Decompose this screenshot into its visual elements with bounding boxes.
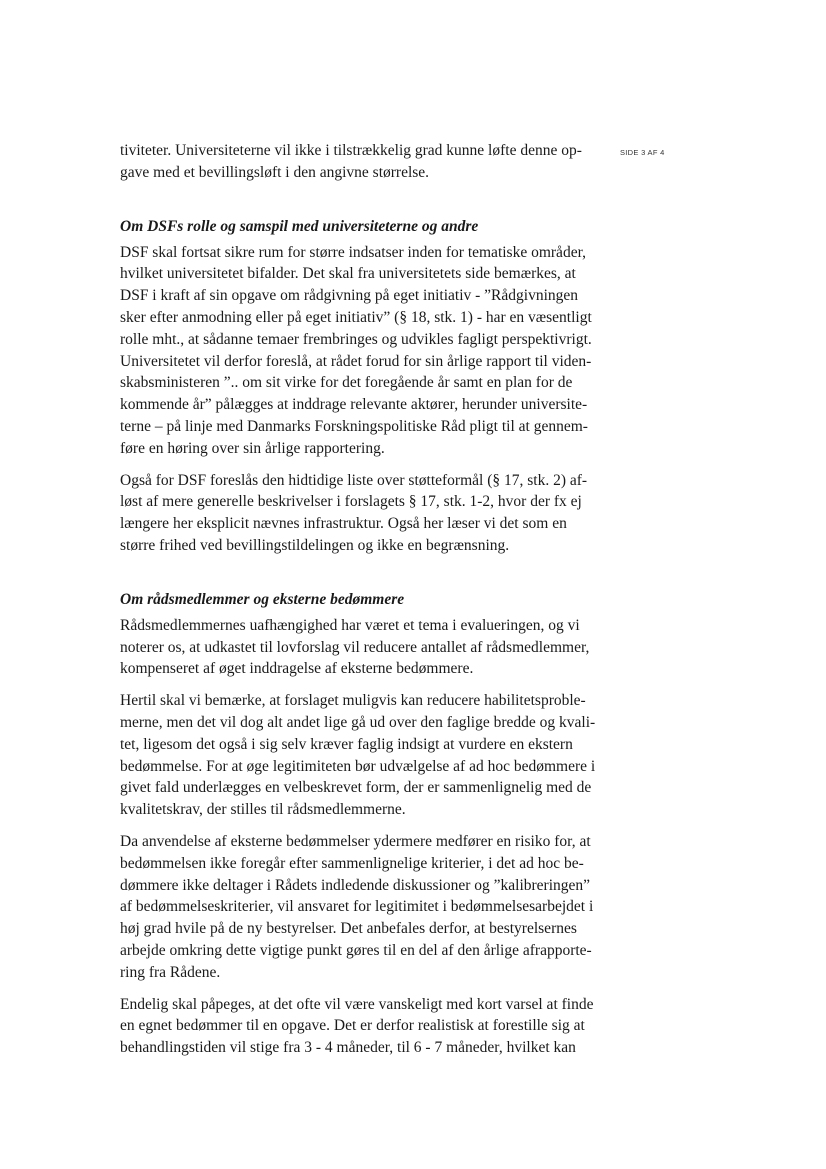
text-line: tet, ligesom det også i sig selv kræver faglig indsigt at vurdere en ekstern: [120, 735, 573, 753]
text-line: længere her eksplicit nævnes infrastruktur. Også her læser vi det som en: [120, 515, 567, 533]
paragraph: [120, 994, 594, 1059]
text-line: løst af mere generelle beskrivelser i forslagets § 17, stk. 1-2, hvor der fx ej: [120, 493, 582, 511]
text-line: Rådsmedlemmernes uafhængighed har været et tema i evalueringen, og vi: [120, 616, 580, 634]
text-line: større frihed ved bevillingstildelingen og ikke en begrænsning.: [120, 536, 510, 554]
page-number-label: SIDE 3 AF 4: [620, 148, 665, 157]
text-line: Universitetet vil derfor foreslå, at rådet forud for sin årlige rapport til viden-: [120, 352, 592, 370]
text-line: DSF skal fortsat sikre rum for større indsatser inden for tematiske områder,: [120, 243, 586, 261]
text-line: skabsministeren ”.. om sit virke for det foregående år samt en plan for de: [120, 374, 573, 392]
text-line: kompenseret af øget inddragelse af eksterne bedømmere.: [120, 660, 474, 678]
text-line: sker efter anmodning eller på eget initiativ” (§ 18, stk. 1) - har en væsentligt: [120, 308, 592, 326]
text-line: arbejde omkring dette vigtige punkt gøres til en del af den årlige afrapporte-: [120, 941, 592, 959]
paragraph: [120, 470, 588, 557]
paragraph: [120, 615, 590, 680]
intro-paragraph: [120, 140, 582, 184]
text-line: gave med et bevillingsløft i den angivne størrelse.: [120, 163, 430, 181]
text-line: bedømmelse. For at øge legitimiteten bør udvælgelse af ad hoc bedømmere i: [120, 757, 596, 775]
text-line: givet fald underlægges en velbeskrevet form, der er sammenlignelig med de: [120, 779, 592, 797]
text-line: høj grad hvile på de ny bestyrelser. Det anbefales derfor, at bestyrelsernes: [120, 920, 577, 938]
text-line: bedømmelsen ikke foregår efter sammenlignelige kriterier, i det ad hoc be-: [120, 854, 584, 872]
text-line: ring fra Rådene.: [120, 963, 221, 981]
text-line: noterer os, at udkastet til lovforslag vil reducere antallet af rådsmedlemmer,: [120, 638, 590, 656]
text-line: hvilket universitetet bifalder. Det skal fra universitetets side bemærkes, at: [120, 265, 576, 283]
text-line: kvalitetskrav, der stilles til rådsmedlemmerne.: [120, 801, 406, 819]
document-body: [120, 140, 596, 1059]
paragraph: [120, 690, 596, 821]
text-line: kommende år” pålægges at inddrage relevante aktører, herunder universite-: [120, 396, 588, 414]
text-line: af bedømmelseskriterier, vil ansvaret for legitimitet i bedømmelsesarbejdet i: [120, 898, 594, 916]
text-line: føre en høring over sin årlige rapportering.: [120, 439, 385, 457]
text-line: Endelig skal påpeges, at det ofte vil være vanskeligt med kort varsel at finde: [120, 995, 594, 1013]
text-line: behandlingstiden vil stige fra 3 - 4 måneder, til 6 - 7 måneder, hvilket kan: [120, 1039, 576, 1057]
section-heading-council-members: Om rådsmedlemmer og eksterne bedømmere: [120, 590, 405, 608]
text-line: Også for DSF foreslås den hidtidige liste over støtteformål (§ 17, stk. 2) af-: [120, 471, 588, 489]
text-line: merne, men det vil dog alt andet lige gå ud over den faglige bredde og kvali-: [120, 713, 596, 731]
text-line: DSF i kraft af sin opgave om rådgivning på eget initiativ - ”Rådgivningen: [120, 287, 579, 305]
section-heading-dsf-role: Om DSFs rolle og samspil med universiteterne og andre: [120, 217, 479, 235]
text-line: tiviteter. Universiteterne vil ikke i tilstrækkelig grad kunne løfte denne op-: [120, 142, 582, 159]
text-line: dømmere ikke deltager i Rådets indledende diskussioner og ”kalibreringen”: [120, 876, 591, 894]
text-line: en egnet bedømmer til en opgave. Det er derfor realistisk at forestille sig at: [120, 1017, 585, 1035]
paragraph: [120, 831, 594, 984]
text-line: terne – på linje med Danmarks Forskningspolitiske Råd pligt til at gennem-: [120, 417, 588, 435]
text-line: Da anvendelse af eksterne bedømmelser ydermere medfører en risiko for, at: [120, 832, 591, 850]
paragraph: [120, 242, 592, 460]
text-line: rolle mht., at sådanne temaer frembringes og udvikles fagligt perspektivrigt.: [120, 330, 592, 348]
text-line: Hertil skal vi bemærke, at forslaget muligvis kan reducere habilitetsproble-: [120, 692, 586, 710]
